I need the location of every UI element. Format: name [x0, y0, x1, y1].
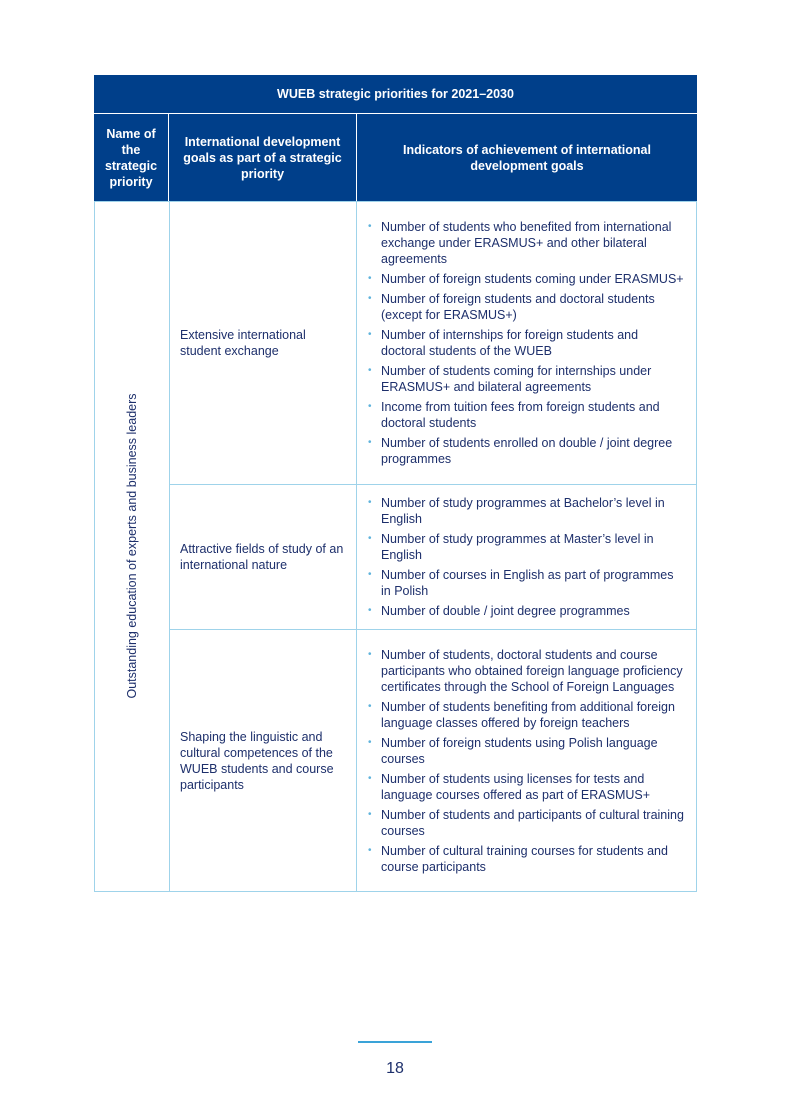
table-row — [169, 485, 696, 630]
indicator-list — [367, 219, 686, 467]
page-number: 18 — [386, 1060, 404, 1077]
indicators-cell — [357, 202, 696, 484]
indicator-list — [367, 647, 686, 875]
bullet-dot-icon: • — [368, 273, 372, 284]
list-item: • Number of students, doctoral students and course participants who obtained foreign language proficiency certificates through the School of Foreign Languages — [368, 647, 683, 694]
bullet-dot-icon: • — [368, 437, 372, 448]
goal-cell — [169, 630, 357, 891]
priority-cell — [95, 202, 170, 891]
indicators-cell — [357, 630, 696, 891]
bullet-dot-icon: • — [368, 533, 372, 544]
bullet-dot-icon: • — [368, 569, 372, 580]
header-indicators: Indicators of achievement of international development goals — [357, 114, 697, 201]
header-development-goals: International development goals as part of a strategic priority — [169, 114, 356, 201]
indicators-cell — [357, 485, 696, 629]
goal-text: Extensive international student exchange — [180, 328, 306, 358]
bullet-dot-icon: • — [368, 736, 372, 748]
list-item: • Number of students using licenses for tests and language courses offered as part of ERASMUS+ — [368, 771, 651, 802]
list-item: • Number of students and participants of cultural training courses — [368, 807, 684, 838]
list-item: • Number of courses in English as part of programmes in Polish — [368, 568, 674, 598]
table-row — [169, 202, 696, 485]
list-item: • Number of internships for foreign students and doctoral students of the WUEB — [368, 328, 639, 358]
bullet-dot-icon: • — [368, 700, 372, 712]
list-item: • Number of cultural training courses for students and course participants — [368, 843, 668, 874]
priority-label: Outstanding education of experts and business leaders — [125, 393, 139, 699]
list-item: • Number of students enrolled on double / joint degree programmes — [368, 436, 673, 466]
bullet-dot-icon: • — [368, 221, 372, 232]
table-title: WUEB strategic priorities for 2021–2030 — [94, 75, 697, 113]
bullet-dot-icon: • — [368, 401, 372, 412]
bullet-dot-icon: • — [368, 365, 372, 376]
goal-cell — [169, 485, 357, 629]
bullet-dot-icon: • — [368, 808, 372, 820]
goal-cell — [169, 202, 357, 484]
bullet-dot-icon: • — [368, 648, 372, 660]
goal-text: Shaping the linguistic and cultural competences of the WUEB students and course participants — [180, 729, 334, 792]
table-body — [94, 201, 697, 892]
bullet-dot-icon: • — [368, 772, 372, 784]
table-row — [169, 630, 696, 891]
list-item: • Number of students coming for internships under ERASMUS+ and bilateral agreements — [368, 364, 652, 394]
goal-text: Attractive fields of study of an international nature — [180, 542, 344, 572]
list-item: • Number of foreign students using Polish language courses — [368, 735, 658, 766]
list-item: • Number of foreign students and doctoral students (except for ERASMUS+) — [368, 292, 655, 322]
bullet-dot-icon: • — [368, 844, 372, 856]
list-item: • Income from tuition fees from foreign students and doctoral students — [368, 400, 660, 430]
list-item: • Number of study programmes at Master’s level in English — [368, 532, 654, 562]
bullet-dot-icon: • — [368, 497, 372, 508]
list-item: • Number of students who benefited from international exchange under ERASMUS+ and other bilateral agreements — [368, 220, 672, 266]
list-item: • Number of double / joint degree programmes — [368, 604, 630, 618]
header-priority-name: Name of the strategic priority — [94, 114, 168, 201]
list-item: • Number of foreign students coming under ERASMUS+ — [368, 272, 684, 286]
footer-divider — [358, 1041, 432, 1043]
list-item: • Number of students benefiting from additional foreign language classes offered by foreign teachers — [368, 699, 675, 730]
bullet-dot-icon: • — [368, 329, 372, 340]
bullet-dot-icon: • — [368, 293, 372, 304]
priorities-table — [94, 75, 697, 892]
indicator-list — [367, 495, 686, 619]
bullet-dot-icon: • — [368, 605, 372, 616]
list-item: • Number of study programmes at Bachelor’s level in English — [368, 496, 665, 526]
